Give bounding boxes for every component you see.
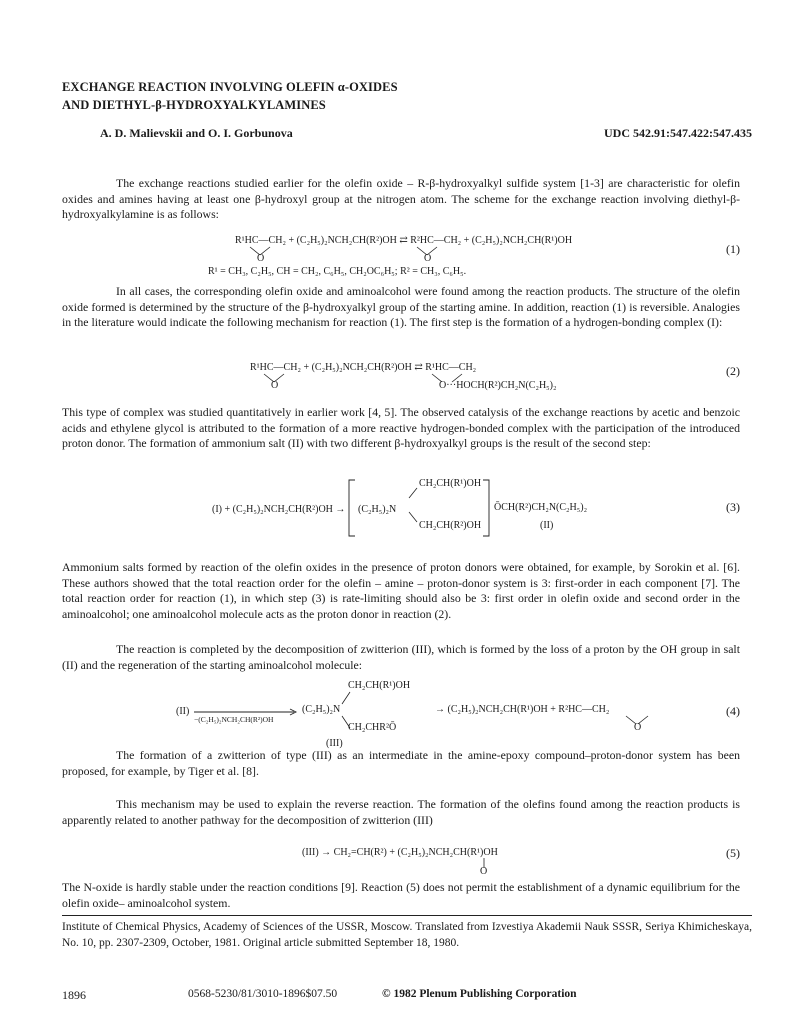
equation-4-oxygen: O: [634, 722, 642, 733]
paragraph-4: Ammonium salts formed by reaction of the olefin oxides in the presence of proton donors were obtained, for example, by Sorokin et al. [6]. These authors showed that the total reaction order for the olefin – amine – proton-donor system is 3: first-order in each component [7]. The total reaction order for reaction (1), in which step (3) is rate-limiting should also be 3: first order in olefin oxide and second order in the aminoalcohol; one aminoalcohol molecule acts as the proton donor in reaction (2).: [62, 560, 740, 621]
equation-3-number: (3): [726, 500, 740, 514]
equation-4-right: → (C₂H₅)₂NCH₂CH(R¹)OH + R²HC—CH₂: [435, 704, 610, 715]
paragraph-7: This mechanism may be used to explain the reverse reaction. The formation of the olefins found among the reaction products is apparently related to another pathway for the decomposition of zwitterion (III): [62, 797, 740, 827]
authors: A. D. Malievskii and O. I. Gorbunova: [100, 126, 293, 140]
footnote-divider: [62, 915, 752, 916]
equation-4-left: (II): [176, 706, 190, 717]
paragraph-1: The exchange reactions studied earlier for the olefin oxide – R-β-hydroxyalkyl sulfide system [1-3] are characteristic for olefin oxides and amines having at least one β-hydroxyl group at the nitrogen atom. The scheme for the exchange reaction involving diethyl-β-hydroxyalkylamine is as follows:: [62, 176, 740, 221]
equation-3-bottom-branch: CH₂CH(R²)OH: [419, 520, 482, 531]
title-line-2: AND DIETHYL-β-HYDROXYALKYLAMINES: [62, 98, 326, 112]
article-title: [62, 78, 398, 114]
equation-5-oxygen: O: [480, 866, 488, 877]
equation-4-nitrogen: (C₂H₅)₂N: [302, 704, 341, 715]
equation-2-oxygen: O: [271, 380, 279, 391]
equation-1-oxygen-right: O: [424, 253, 432, 264]
equation-4-arrow-label: −(C₂H₅)₂NCH₂CH(R²)OH: [194, 715, 274, 724]
equation-2-line: R¹HC—CH₂ + (C₂H₅)₂NCH₂CH(R²)OH ⇄ R¹HC—CH₂: [250, 362, 477, 373]
paragraph-3: This type of complex was studied quantitatively in earlier work [4, 5]. The observed catalysis of the exchange reactions by acetic and benzoic acids and ethylene glycol is attributed to the formation of a more reactive hydrogen-bonded complex with the participation of the introduced proton donor. The formation of ammonium salt (II) with two different β-hydroxyalkyl groups is the result of the second step:: [62, 405, 740, 450]
equation-3-anion: ŌCH(R²)CH₂N(C₂H₅)₂: [494, 502, 588, 513]
equation-2-complex-tail: O···HOCH(R²)CH₂N(C₂H₅)₂: [439, 380, 557, 391]
article-code: 0568-5230/81/3010-1896$07.50: [188, 988, 338, 1000]
paragraph-6: The formation of a zwitterion of type (III) as an intermediate in the amine-epoxy compound–proton-donor system has been proposed, for example, by Tiger et al. [8].: [62, 748, 740, 778]
title-line-1: EXCHANGE REACTION INVOLVING OLEFIN α-OXIDES: [62, 80, 398, 94]
equation-4-epoxide-bonds: [622, 716, 662, 728]
equation-1-oxygen-left: O: [257, 253, 265, 264]
equation-5-line: (III) → CH₂=CH(R²) + (C₂H₅)₂NCH₂CH(R¹)OH: [302, 847, 498, 858]
paragraph-8: The N-oxide is hardly stable under the reaction conditions [9]. Reaction (5) does not permit the establishment of a dynamic equilibrium for the olefin oxide– aminoalcohol system.: [62, 880, 740, 910]
footnote: Institute of Chemical Physics, Academy of Sciences of the USSR, Moscow. Translated from Izvestiya Akademii Nauk SSSR, Seriya Khimicheskaya, No. 10, pp. 2307-2309, October, 1981. Original article submitted September 18, 1980.: [62, 921, 752, 949]
udc-code: UDC 542.91:547.422:547.435: [604, 126, 752, 140]
equation-1-line: R¹HC—CH₂ + (C₂H₅)₂NCH₂CH(R²)OH ⇄ R²HC—CH₂ + (C₂H₅)₂NCH₂CH(R¹)OH: [235, 235, 573, 246]
equation-3-top-branch: CH₂CH(R¹)OH: [419, 478, 482, 489]
equation-1-definitions: R¹ = CH₃, C₂H₅, CH = CH₂, C₆H₅, CH₂OC₆H₅; R² = CH₃, C₆H₅.: [208, 266, 467, 277]
equation-5-number: (5): [726, 846, 740, 860]
equation-1-epoxide-bonds: [242, 247, 502, 261]
equation-3-nitrogen: (C₂H₅)₂N: [358, 504, 397, 515]
copyright: © 1982 Plenum Publishing Corporation: [382, 988, 577, 1000]
paragraph-2: In all cases, the corresponding olefin oxide and aminoalcohol were found among the reaction products. The structure of the olefin oxide formed is determined by the structure of the β-hydroxyalkyl group of the starting amine. In addition, reaction (1) is reversible. Analogies in the literature would indicate the following mechanism for reaction (1). The first step is the formation of a hydrogen-bonding complex (I):: [62, 284, 740, 329]
paragraph-5: The reaction is completed by the decomposition of zwitterion (III), which is formed by the loss of a proton by the OH group in salt (II) and the regeneration of the starting aminoalcohol molecule:: [62, 642, 740, 672]
equation-1-number: (1): [726, 242, 740, 256]
page-number: 1896: [62, 988, 86, 1002]
equation-3-left: (I) + (C₂H₅)₂NCH₂CH(R²)OH →: [212, 504, 346, 515]
equation-4-bottom-branch: CH₂CHR²Ō: [348, 722, 397, 733]
equation-2-number: (2): [726, 364, 740, 378]
equation-4-top-branch: CH₂CH(R¹)OH: [348, 680, 411, 691]
equation-4-label: (III): [326, 738, 343, 749]
equation-4-number: (4): [726, 704, 740, 718]
equation-3-label: (II): [540, 520, 554, 531]
